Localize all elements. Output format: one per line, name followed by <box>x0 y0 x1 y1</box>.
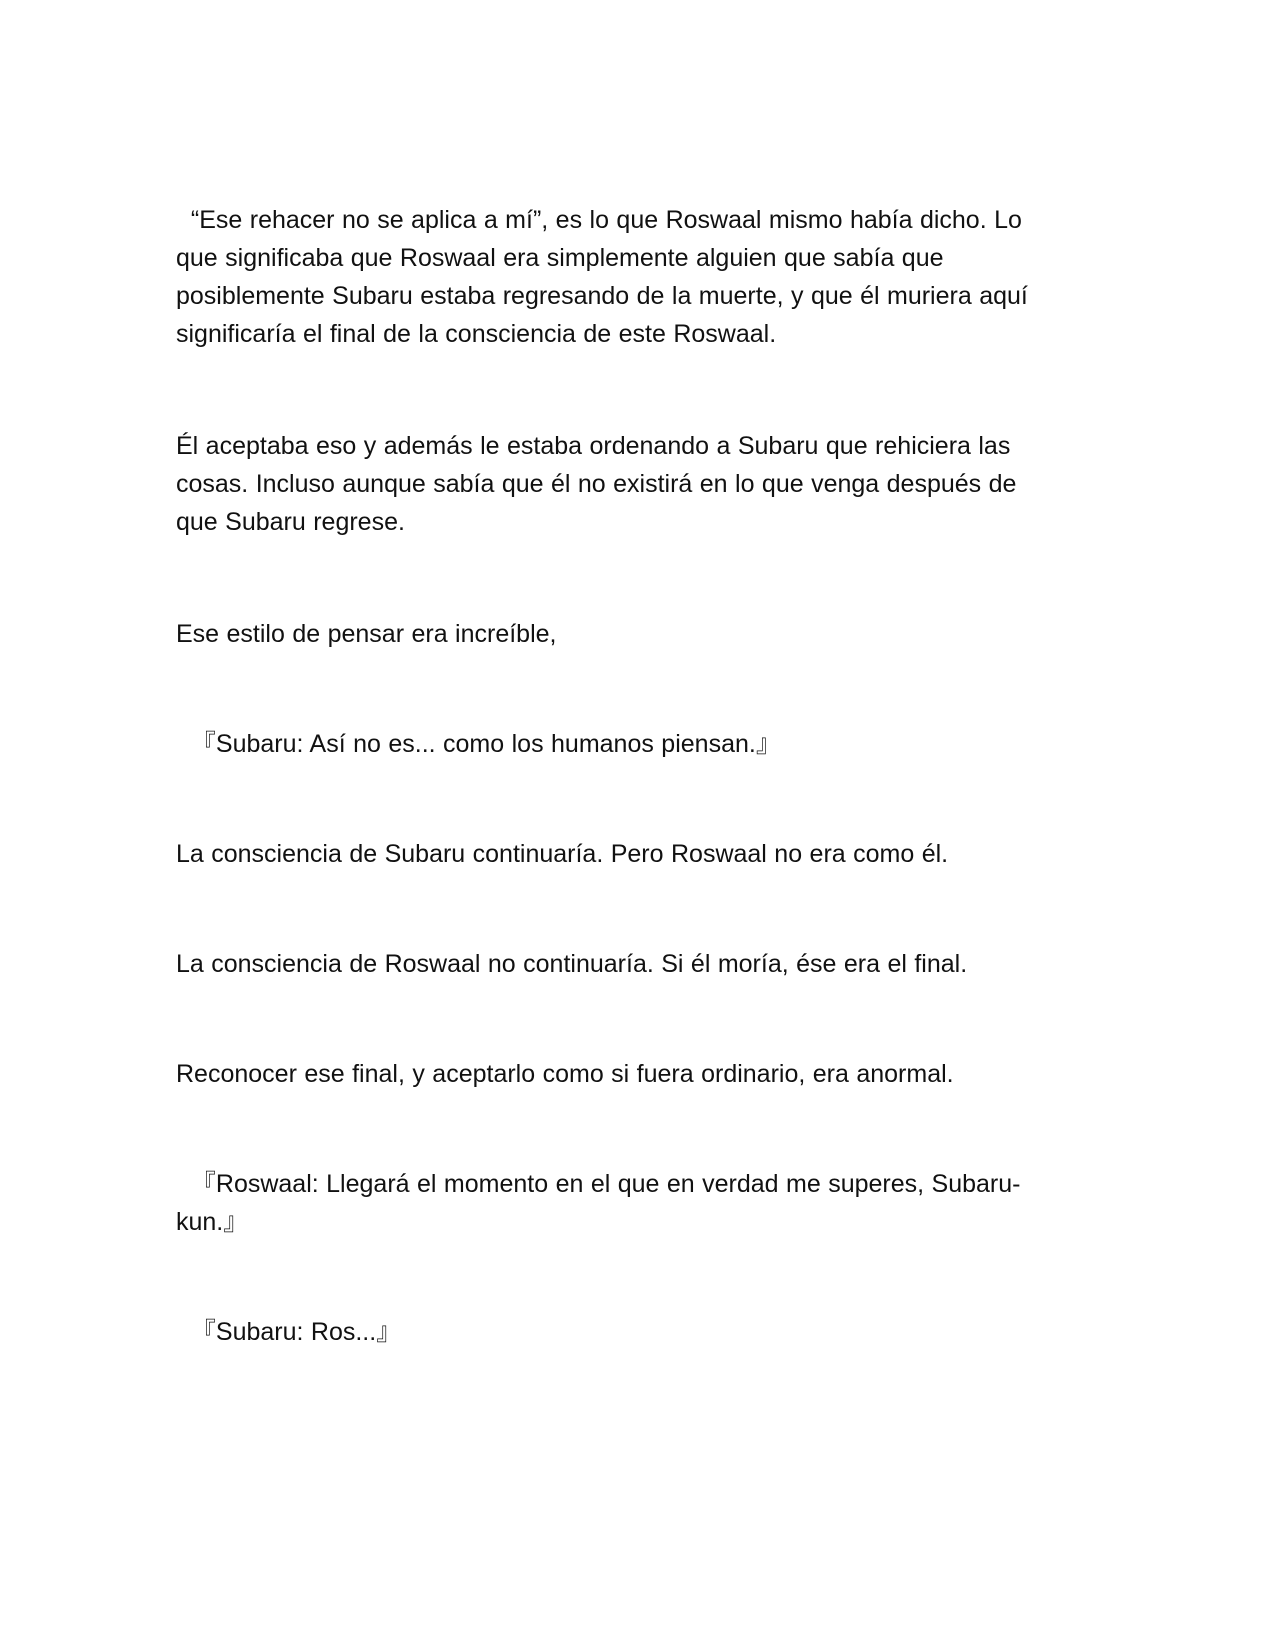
text-line: La consciencia de Subaru continuaría. Pero Roswaal no era como él. <box>176 840 949 868</box>
text-line: 『Roswaal: Llegará el momento en el que en verdad me superes, Subaru- <box>176 1170 1021 1198</box>
text-line: “Ese rehacer no se aplica a mí”, es lo que Roswaal mismo había dicho. Lo <box>176 206 1022 234</box>
text-line: La consciencia de Roswaal no continuaría. Si él moría, ése era el final. <box>176 950 968 978</box>
paragraph-roswaal-consciousness <box>176 945 1096 983</box>
text-line: kun.』 <box>176 1208 249 1236</box>
text-line: cosas. Incluso aunque sabía que él no existirá en lo que venga después de <box>176 470 1017 498</box>
text-line: Ese estilo de pensar era increíble, <box>176 620 557 648</box>
paragraph-abnormal <box>176 1055 1096 1093</box>
dialogue-subaru-humans <box>176 725 1096 763</box>
text-line: significaría el final de la consciencia de este Roswaal. <box>176 320 777 348</box>
text-line: Reconocer ese final, y aceptarlo como si fuera ordinario, era anormal. <box>176 1060 954 1088</box>
text-line: 『Subaru: Así no es... como los humanos piensan.』 <box>176 730 781 758</box>
paragraph-acceptance <box>176 427 1096 541</box>
text-line: que Subaru regrese. <box>176 508 405 536</box>
dialogue-subaru-ros <box>176 1313 1096 1351</box>
text-line: posiblemente Subaru estaba regresando de la muerte, y que él muriera aquí <box>176 282 1028 310</box>
paragraph-thinking-style <box>176 615 1096 653</box>
dialogue-roswaal <box>176 1165 1096 1241</box>
text-line: Él aceptaba eso y además le estaba ordenando a Subaru que rehiciera las <box>176 432 1011 460</box>
paragraph-roswaal-redo <box>176 201 1096 353</box>
text-line: que significaba que Roswaal era simplemente alguien que sabía que <box>176 244 944 272</box>
text-line: 『Subaru: Ros...』 <box>176 1318 402 1346</box>
paragraph-subaru-consciousness <box>176 835 1096 873</box>
